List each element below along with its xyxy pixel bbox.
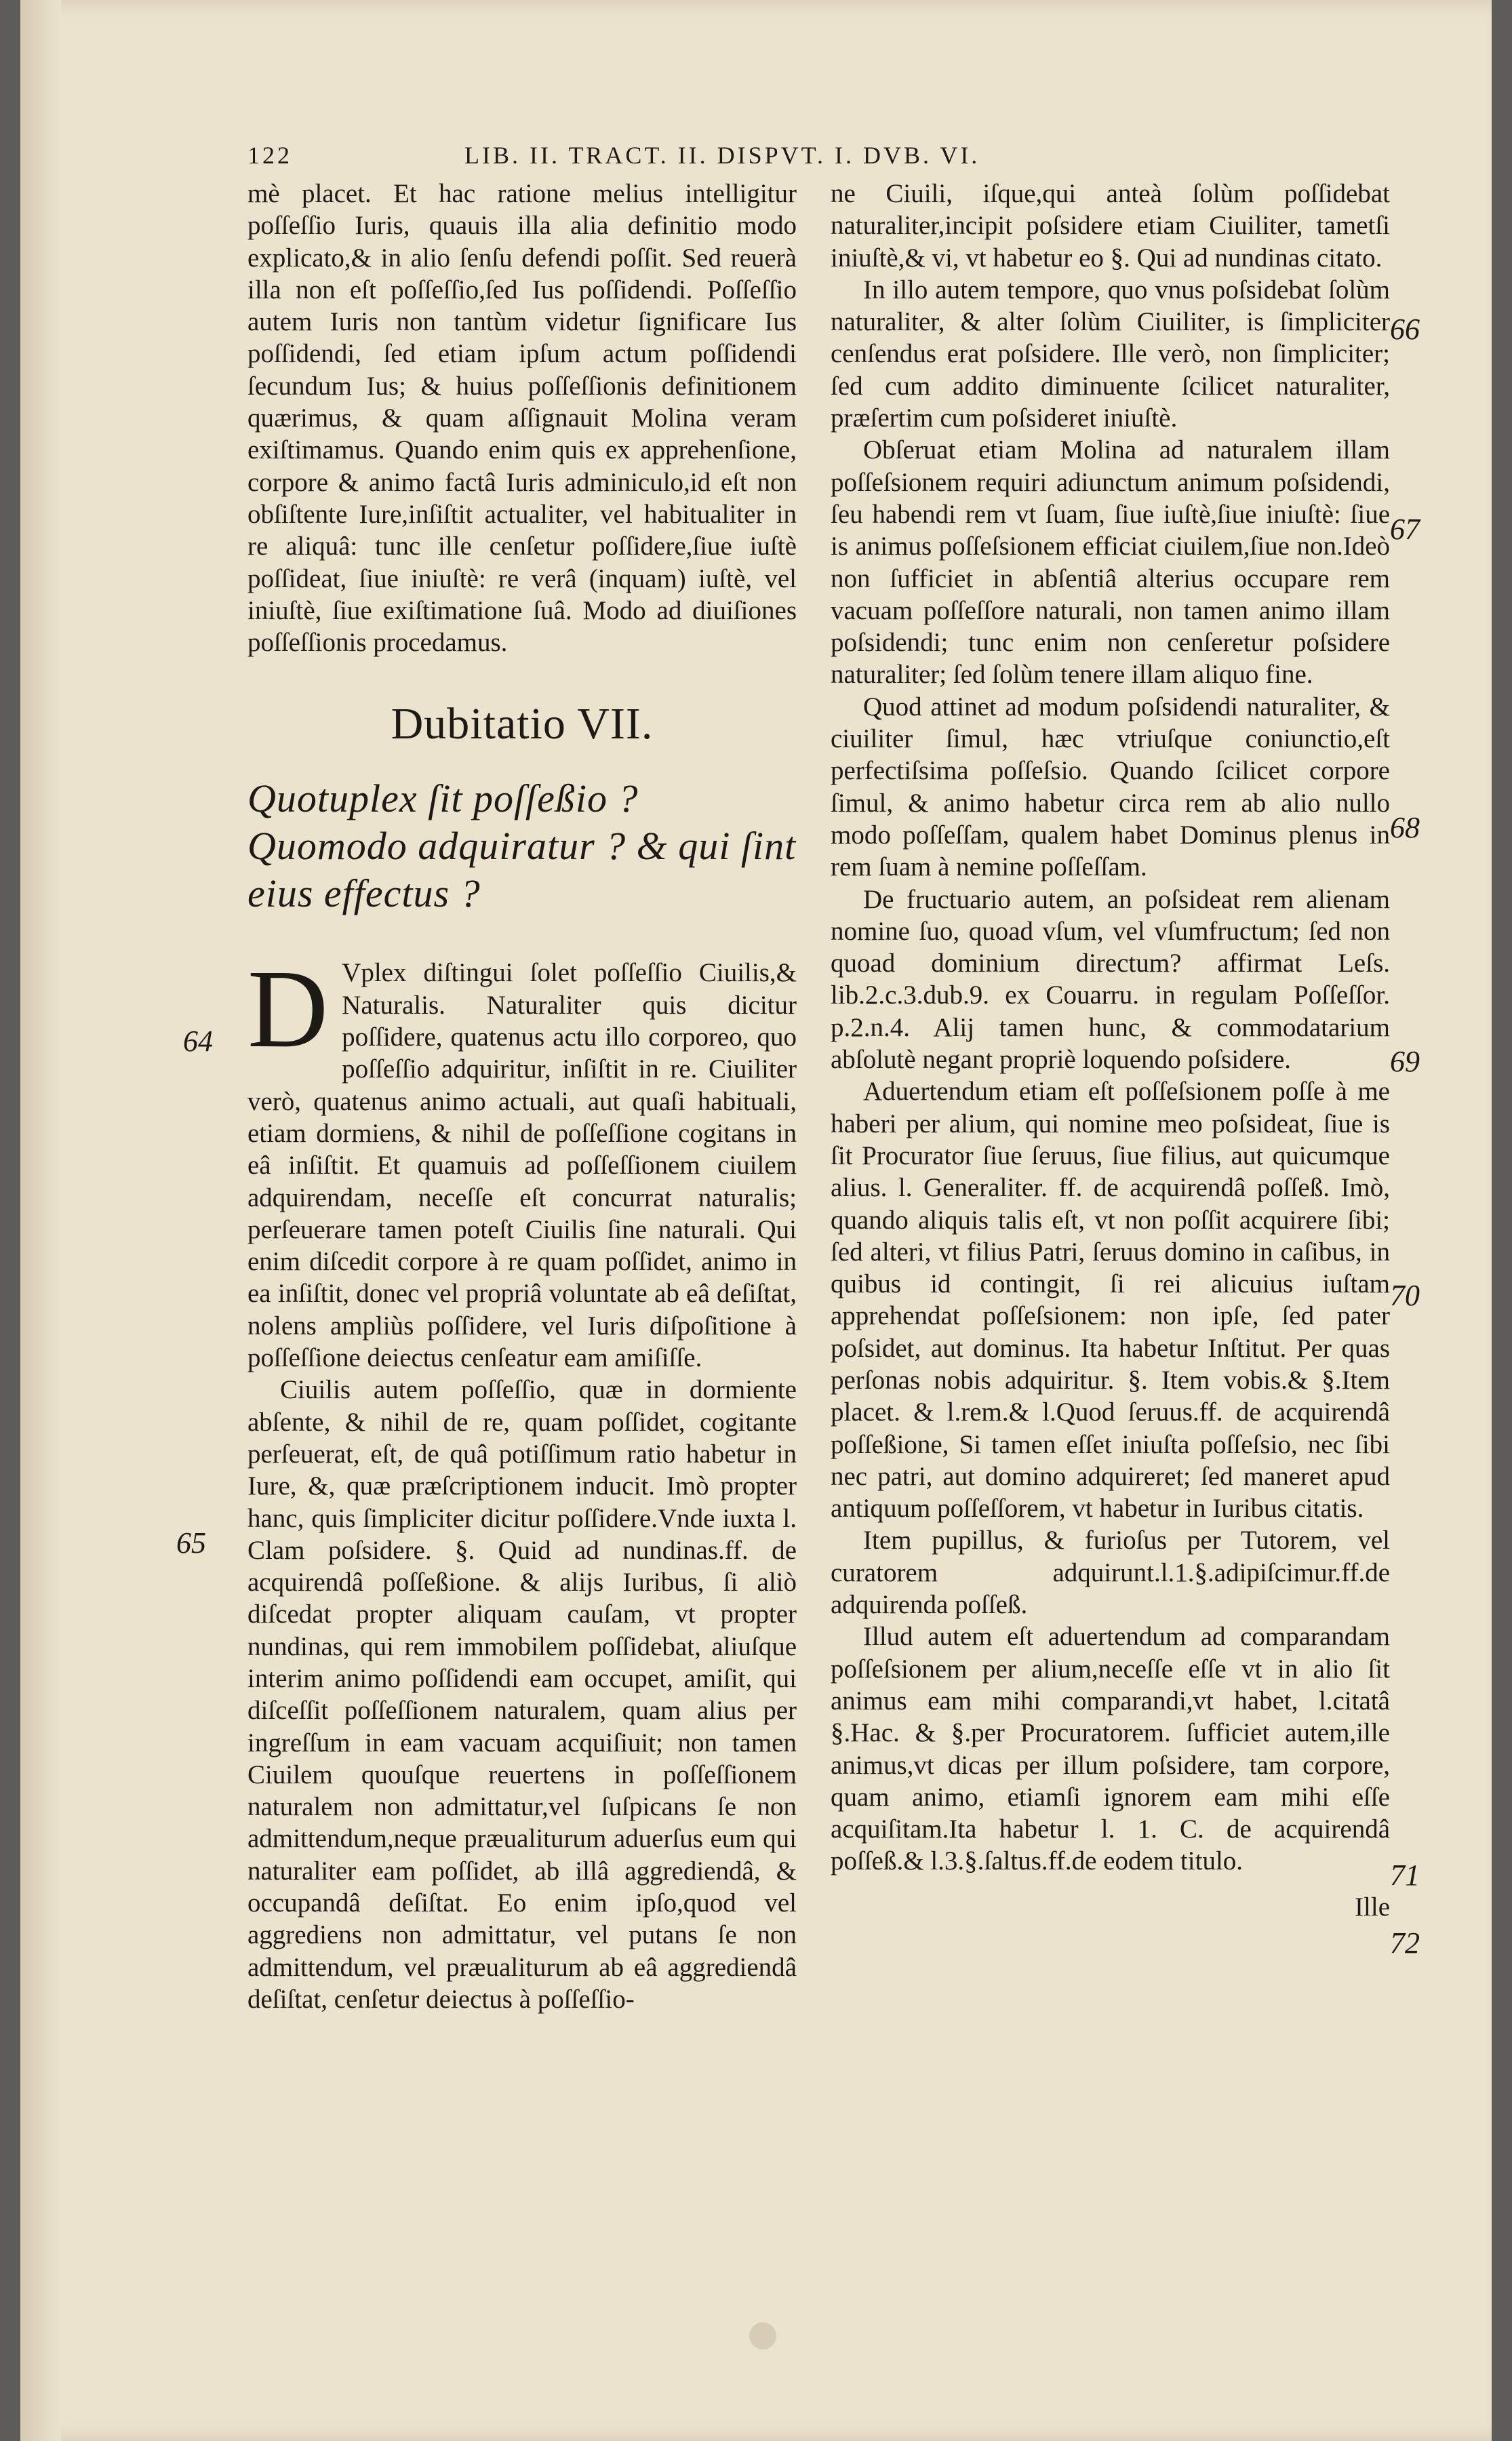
left-column [247, 178, 797, 2015]
page-gutter-shadow [20, 0, 61, 2441]
book-page [20, 0, 1492, 2441]
paper-stain [749, 2322, 776, 2349]
paragraph-71: Item pupillus, & furioſus per Tutorem, vel curatorem adquirunt.l.1.§.adipiſcimur.ff.de adquirenda poſſeß. [831, 1526, 1390, 1620]
page-header [247, 141, 1224, 175]
margin-number-71: 71 [1390, 1859, 1420, 1892]
margin-number-72: 72 [1390, 1926, 1420, 1960]
paragraph-68: Quod attinet ad modum poſsidendi naturaliter, & ciuiliter ſimul, hæc vtriuſque coniunctio,eſt perfectiſsima poſſeſsio. Quando ſcilicet corpore ſimul, & animo habetur circa rem ab alio nullo modo poſſeſſam, qualem habet Dominus plenus in rem ſuam à nemine poſſeſſam. [831, 692, 1390, 882]
paragraph-65: Ciuilis autem poſſeſſio, quæ in dormiente abſente, & nihil de re, quam poſſidet, cogitante perſeuerat, eſt, de quâ potiſſimum ratio habetur in Iure, &, quæ præſcriptionem inducit. Imò propter hanc, quis ſimpliciter dicitur poſſidere.Vnde iuxta l. Clam poſsidere. §. Quid ad nundinas.ff. de acquirendâ poſſeßione. & alijs Iuribus, ſi aliò diſcedat propter aliquam cauſam, vt propter nundinas, qui rem immobilem poſſidebat, aliuſque interim animo poſſidendi eam occupet, amiſit, qui diſceſſit poſſeſſionem naturalem, quam alius per ingreſſum in eam vacuam acquiſiuit; non tamen Ciuilem quouſque reuertens in poſſeſſionem naturalem non admittatur,vel ſuſpicans ſe non admittendum,neque præualiturum aduerſus eum qui naturaliter eam poſſidet, ab illâ aggrediendâ, & occupandâ deſiſtat. Eo enim ipſo,quod vel aggrediens non admittatur, vel putans ſe non admittendum, vel præualiturum ab eâ aggrediendâ deſiſtat, cenſetur deiectus à poſſeſſio- [247, 1375, 797, 2014]
paragraph-70: Aduertendum etiam eſt poſſeſsionem poſſe à me haberi per alium, qui nomine meo poſsideat, ſiue is ſit Procurator ſiue ſeruus, ſiue filius, aut quicumque alius. l. Generaliter. ff. de acquirendâ poſſeß. Imò, quando aliquis talis eſt, vt non poſſit acquirere ſibi; ſed alteri, vt filius Patri, ſeruus domino in caſibus, in quibus id contingit, ſi rei alicuius iuſtam apprehendat poſſeſsionem: non ipſe, ſed pater poſsidet, aut dominus. Ita habetur Inſtitut. Per quas perſonas nobis adquiritur. §. Item vobis.& §.Item placet. & l.rem.& l.Quod ſeruus.ff. de acquirendâ poſſeßione, Si tamen eſſet iniuſta poſſeſsio, nec ſibi nec patri, aut domino adquireret; ſed maneret apud antiquum poſſeſſorem, vt habetur in Iuribus citatis. [831, 1077, 1390, 1524]
question-title: Quotuplex ſit poſſeßio ? Quomodo adquiratur ? & qui ſint eius effectus ? [247, 776, 797, 916]
paragraph-64 [247, 947, 797, 1374]
paragraph-69: De fructuario autem, an poſsideat rem alienam nomine ſuo, quoad vſum, vel vſumfructum; ſed non quoad dominium directum? affirmat Leſs. lib.2.c.3.dub.9. ex Couarru. in regulam Poſſeſſor. p.2.n.4. Alij tamen hunc, & commodatarium abſolutè negant propriè loquendo poſsidere. [831, 884, 1390, 1075]
margin-number-64: 64 [183, 1025, 213, 1058]
paragraph-72: Illud autem eſt aduertendum ad comparandam poſſeſsionem per alium,neceſſe eſſe vt in alio ſit animus eam mihi comparandi,vt habet, l.citatâ §.Hac. & §.per Procuratorem. ſufficiet autem,ille animus,vt dicas per illum poſsidere, tam corpore, quam animo, etiamſi ignorem eam mihi eſſe acquiſitam.Ita habetur l. 1. C. de acquirendâ poſſeß.& l.3.§.ſaltus.ff.de eodem titulo. [831, 1622, 1390, 1876]
paragraph-continued: mè placet. Et hac ratione melius intelligitur poſſeſſio Iuris, quauis illa alia definitio modo explicato,& in alio ſenſu defendi poſſit. Sed reuerà illa non eſt poſſeſſio,ſed Ius poſſidendi. Poſſeſſio autem Iuris non tantùm videtur ſignificare Ius poſſidendi, ſed etiam ipſum actum poſſidendi ſecundum Ius; & huius poſſeſſionis definitionem quærimus, & quam aſſignauit Molina veram exiſtimamus. Quando enim quis ex apprehenſione, corpore & animo factâ Iuris adminiculo,id eſt non obſiſtente Iure,inſiſtit actualiter, vel habitualiter in re aliquâ: tunc ille cenſetur poſſidere,ſiue iuſtè poſſideat, ſiue iniuſtè: re verâ (inquam) iuſtè, vel iniuſtè, ſiue exiſtimatione ſuâ. Modo ad diuiſiones poſſeſſionis procedamus. [247, 179, 797, 658]
page-number: 122 [247, 142, 292, 169]
margin-number-65: 65 [176, 1526, 206, 1560]
dubitatio-heading: Dubitatio VII. [391, 699, 654, 749]
paragraph-67: Obſeruat etiam Molina ad naturalem illam poſſeſsionem requiri adiunctum animum poſsidendi, ſeu habendi rem vt ſuam, ſiue iuſtè,ſiue iniuſtè: ſiue is animus poſſeſsionem efficiat ciuilem,ſiue non.Ideò non ſufficiet in abſentiâ alterius occupare rem vacuam poſſeſſore naturali, non tamen animo illam poſsidendi; tunc enim non cenſeretur poſsidere naturaliter; ſed ſolùm tenere illam aliquo fine. [831, 435, 1390, 690]
margin-number-68: 68 [1390, 811, 1420, 844]
margin-number-69: 69 [1390, 1045, 1420, 1078]
catchword: Ille [1355, 1892, 1390, 1922]
paragraph-66: In illo autem tempore, quo vnus poſsidebat ſolùm naturaliter, & alter ſolùm Ciuiliter, is ſimpliciter cenſendus erat poſsidere. Ille verò, non ſimpliciter; ſed cum addito diminuente ſcilicet naturaliter, præſertim cum poſsideret iniuſtè. [831, 275, 1390, 433]
margin-number-67: 67 [1390, 513, 1420, 546]
paragraph-64-text: Vplex diſtingui ſolet poſſeſſio Ciuilis,& Naturalis. Naturaliter quis dicitur poſſidere, quatenus actu illo corporeo, quo poſſeſſio adquiritur, inſiſtit in re. Ciuiliter verò, quatenus animo actuali, aut quaſi habituali, etiam dormiens, & nihil de poſſeſſione cogitans in eâ inſiſtit. Et quamuis ad poſſeſſionem ciuilem adquirendam, neceſſe eſt concurrat naturalis; perſeuerare tamen poteſt Ciuilis ſine naturali. Qui enim diſcedit corpore à re quam poſſidet, animo in ea inſiſtit, donec vel propriâ voluntate ab eâ deſiſtat, nolens ampliùs poſſidere, vel Iuris diſpoſitione à poſſeſſione deiectus cenſeatur eam amiſiſſe. [247, 958, 797, 1373]
right-column [831, 178, 1390, 1923]
margin-number-70: 70 [1390, 1279, 1420, 1312]
paragraph-continued-right: ne Ciuili, iſque,qui anteà ſolùm poſſidebat naturaliter,incipit poſsidere etiam Ciuiliter, tametſi iniuſtè,& vi, vt habetur eo §. Qui ad nundinas citato. [831, 179, 1390, 273]
running-title: LIB. II. TRACT. II. DISPVT. I. DVB. VI. [464, 142, 980, 169]
margin-number-66: 66 [1390, 313, 1420, 346]
drop-cap: D [247, 947, 329, 1071]
